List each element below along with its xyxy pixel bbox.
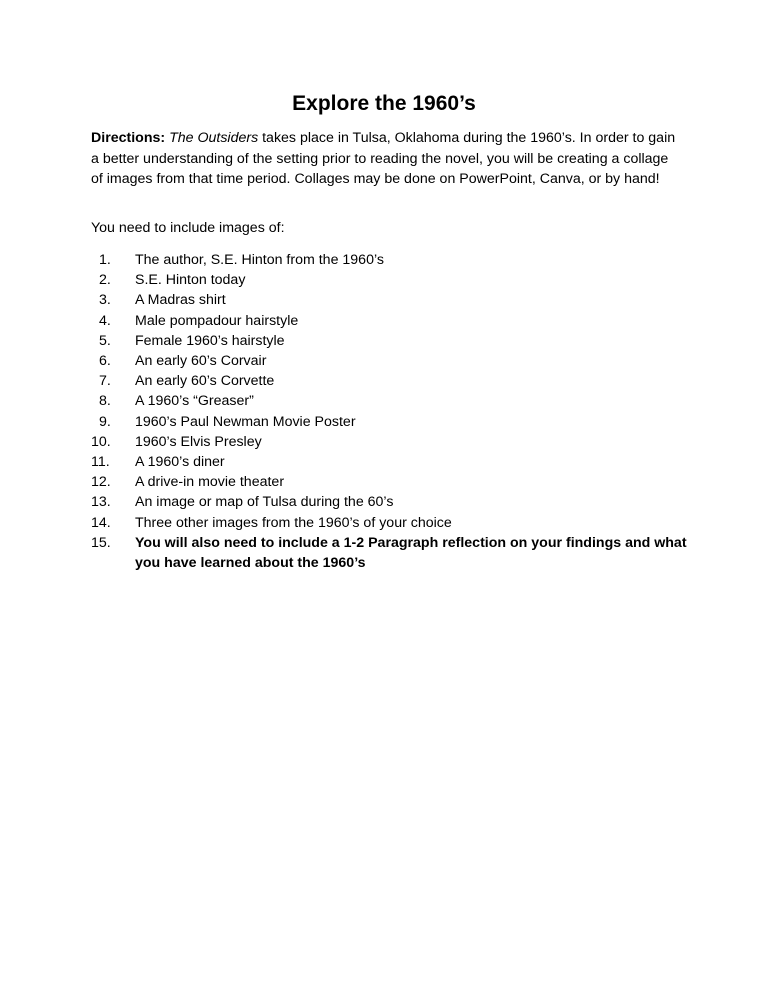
intro-text: You need to include images of: (91, 220, 285, 236)
list-item (91, 533, 691, 573)
list-item (91, 492, 691, 512)
list-item-text: 1960’s Elvis Presley (135, 433, 262, 450)
list-item (91, 412, 691, 432)
list-item-text: A Madras shirt (135, 292, 226, 309)
list-item-text: The author, S.E. Hinton from the 1960’s (135, 252, 384, 268)
list-item (91, 311, 691, 331)
directions-label: Directions: (91, 130, 166, 146)
list-item-text: An early 60’s Corvette (135, 373, 275, 390)
list-item-text: Female 1960’s hairstyle (135, 332, 285, 349)
list-item (91, 472, 691, 492)
list-item-text: 1960’s Paul Newman Movie Poster (135, 413, 356, 430)
list-item-number: 13. (91, 494, 111, 511)
book-title: The Outsiders (169, 130, 259, 146)
list-item-number: 9. (99, 413, 111, 430)
list-item-text: A 1960’s diner (135, 454, 225, 471)
requirements-list (91, 250, 691, 573)
list-item (91, 270, 691, 290)
list-item (91, 351, 691, 371)
list-item (91, 513, 691, 533)
directions-paragraph (91, 128, 681, 190)
list-item (91, 452, 691, 472)
list-item-text: You will also need to include a 1-2 Paragraph reflection on your findings and what you have learned about the 1960’s (135, 534, 687, 572)
list-item-text: S.E. Hinton today (135, 272, 246, 289)
list-item-text: Three other images from the 1960’s of your choice (135, 514, 452, 531)
list-item-number: 11. (91, 454, 110, 471)
list-item (91, 290, 691, 310)
list-item-number: 5. (99, 332, 111, 349)
list-item-number: 8. (99, 393, 111, 410)
list-item-number: 2. (99, 272, 111, 289)
list-item (91, 331, 691, 351)
page-title: Explore the 1960’s (292, 92, 476, 115)
list-item-number: 14. (91, 514, 111, 531)
list-item (91, 250, 691, 270)
list-item-number: 6. (99, 353, 111, 370)
list-item-number: 4. (99, 312, 111, 329)
list-item (91, 371, 691, 391)
list-item-number: 10. (91, 433, 111, 450)
list-item-number: 7. (99, 373, 111, 390)
list-item-text: An image or map of Tulsa during the 60’s (135, 494, 394, 511)
list-item (91, 391, 691, 411)
list-item-number: 1. (99, 252, 111, 268)
list-item-number: 12. (91, 474, 111, 491)
list-item-number: 3. (99, 292, 111, 309)
list-item-number: 15. (91, 534, 111, 551)
directions-text: takes place in Tulsa, Oklahoma during the 1960’s. In order to gain a better understanding of the setting prior to reading the novel, you will be creating a collage of images from that time period. Collages may be done on PowerPoint, Canva, or by hand! (91, 130, 676, 187)
list-item-text: An early 60’s Corvair (135, 353, 267, 370)
list-item-text: A drive-in movie theater (135, 474, 285, 491)
list-item-text: Male pompadour hairstyle (135, 312, 299, 329)
list-item-text: A 1960’s “Greaser” (135, 393, 254, 410)
list-item (91, 432, 691, 452)
